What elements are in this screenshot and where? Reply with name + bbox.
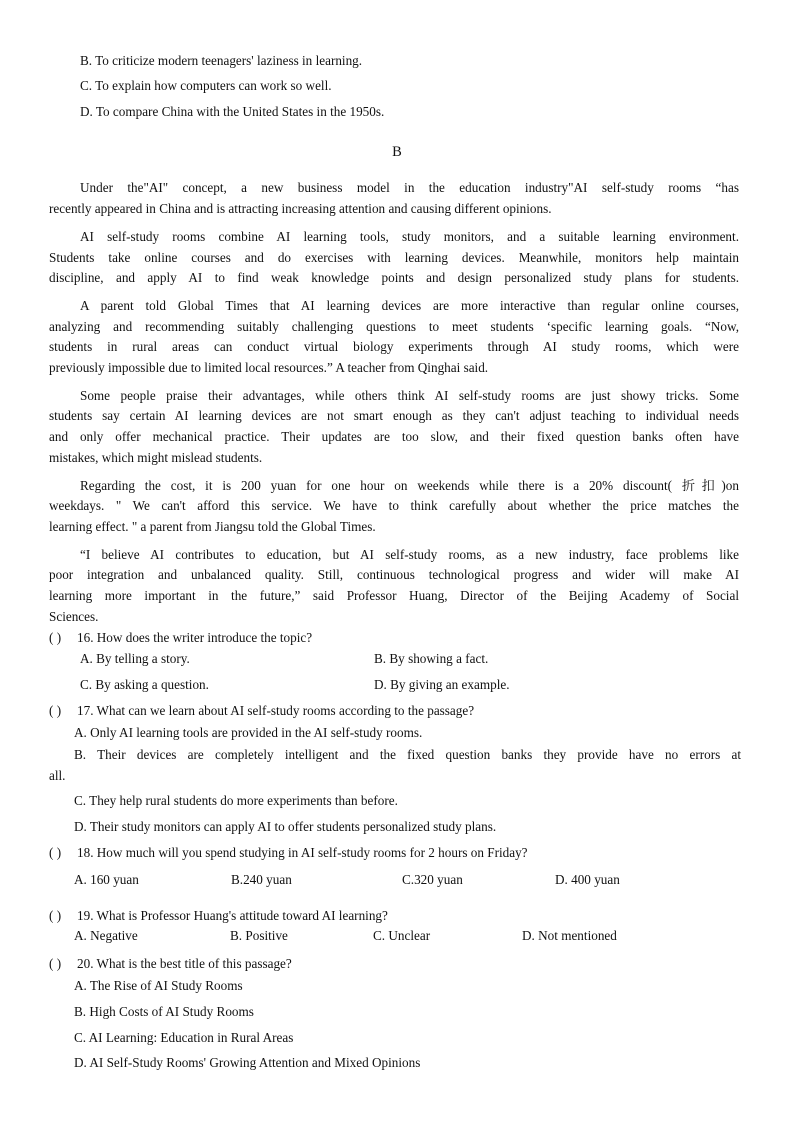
passage-line: weekdays. " We can't afford this service. We have to think carefully about whether the price matches the	[49, 498, 739, 513]
q16-option-b: B. By showing a fact.	[374, 651, 489, 666]
passage-line: Students take online courses and do exercises with learning devices. Meanwhile, monitors help maintain	[49, 250, 739, 265]
q20-option-a: A. The Rise of AI Study Rooms	[74, 978, 243, 993]
passage-line: previously impossible due to limited local resources.” A teacher from Qinghai said.	[49, 360, 489, 375]
passage-line: discipline, and apply AI to find weak knowledge points and design personalized study plans for students.	[49, 270, 739, 285]
prev-option-c: C. To explain how computers can work so well.	[80, 78, 332, 93]
prev-option-b: B. To criticize modern teenagers' laziness in learning.	[80, 53, 363, 68]
q17-option-b-cont: all.	[49, 768, 66, 783]
q18-option-b: B.240 yuan	[231, 872, 292, 887]
answer-blank[interactable]: ( )	[49, 845, 62, 860]
q20-option-d: D. AI Self-Study Rooms' Growing Attention and Mixed Opinions	[74, 1055, 421, 1070]
answer-blank[interactable]: ( )	[49, 703, 62, 718]
passage-line: “I believe AI contributes to education, but AI self-study rooms, as a new industry, face problems like	[80, 547, 739, 562]
q19-option-d: D. Not mentioned	[522, 928, 617, 943]
question-stem: 20. What is the best title of this passage?	[77, 956, 292, 971]
passage-line: learning more important in the future,” said Professor Huang, Director of the Beijing Academy of Social	[49, 588, 739, 603]
passage-line: A parent told Global Times that AI learning devices are more interactive than regular online courses,	[80, 298, 739, 313]
passage-line: students in rural areas can conduct virtual biology experiments through AI study rooms, which were	[49, 339, 739, 354]
passage-line: analyzing and recommending suitably challenging questions to meet students ‘specific learning goals. “Now,	[49, 319, 739, 334]
question-20	[49, 955, 292, 972]
q20-option-c: C. AI Learning: Education in Rural Areas	[74, 1030, 294, 1045]
question-17	[49, 702, 474, 719]
passage-line: poor integration and unbalanced quality. Still, continuous technological progress and wider will make AI	[49, 567, 739, 582]
q16-option-a: A. By telling a story.	[80, 651, 190, 666]
q18-option-c: C.320 yuan	[402, 872, 463, 887]
passage-line: Some people praise their advantages, while others think AI self-study rooms are just showy tricks. Some	[80, 388, 739, 403]
passage-line: Regarding the cost, it is 200 yuan for one hour on weekends while there is a 20% discount( 折扣)on	[80, 478, 739, 493]
passage-line: recently appeared in China and is attracting increasing attention and causing different opinions.	[49, 201, 552, 216]
q19-option-a: A. Negative	[74, 928, 138, 943]
passage-line: and only offer mechanical practice. Their updates are too slow, and their fixed question banks often have	[49, 429, 739, 444]
passage-line: Sciences.	[49, 609, 99, 624]
q19-option-c: C. Unclear	[373, 928, 431, 943]
q17-option-d: D. Their study monitors can apply AI to offer students personalized study plans.	[74, 819, 497, 834]
passage-line: students say certain AI learning devices are not smart enough as they can't adjust teaching to individual needs	[49, 408, 739, 423]
q16-option-d: D. By giving an example.	[374, 677, 510, 692]
prev-option-d: D. To compare China with the United States in the 1950s.	[80, 104, 385, 119]
q17-option-a: A. Only AI learning tools are provided in the AI self-study rooms.	[74, 725, 423, 740]
passage-line: AI self-study rooms combine AI learning tools, study monitors, and a suitable learning environment.	[80, 229, 739, 244]
q19-option-b: B. Positive	[230, 928, 288, 943]
question-19	[49, 907, 388, 924]
answer-blank[interactable]: ( )	[49, 630, 62, 645]
answer-blank[interactable]: ( )	[49, 908, 62, 923]
question-stem: 18. How much will you spend studying in AI self-study rooms for 2 hours on Friday?	[77, 845, 528, 860]
section-label: B	[392, 144, 402, 160]
question-stem: 19. What is Professor Huang's attitude toward AI learning?	[77, 908, 388, 923]
question-16	[49, 629, 312, 646]
passage-line: Under the"AI" concept, a new business model in the education industry"AI self-study rooms “has	[80, 180, 739, 195]
q17-option-b: B. Their devices are completely intelligent and the fixed question banks they provide have no errors at	[74, 747, 741, 762]
passage-line: mistakes, which might mislead students.	[49, 450, 263, 465]
question-stem: 17. What can we learn about AI self-study rooms according to the passage?	[77, 703, 475, 718]
q18-option-a: A. 160 yuan	[74, 872, 139, 887]
passage-line: learning effect. " a parent from Jiangsu told the Global Times.	[49, 519, 376, 534]
q17-option-c: C. They help rural students do more experiments than before.	[74, 793, 398, 808]
q20-option-b: B. High Costs of AI Study Rooms	[74, 1004, 254, 1019]
question-stem: 16. How does the writer introduce the topic?	[77, 630, 313, 645]
q18-option-d: D. 400 yuan	[555, 872, 620, 887]
answer-blank[interactable]: ( )	[49, 956, 62, 971]
question-18	[49, 844, 528, 861]
q16-option-c: C. By asking a question.	[80, 677, 209, 692]
